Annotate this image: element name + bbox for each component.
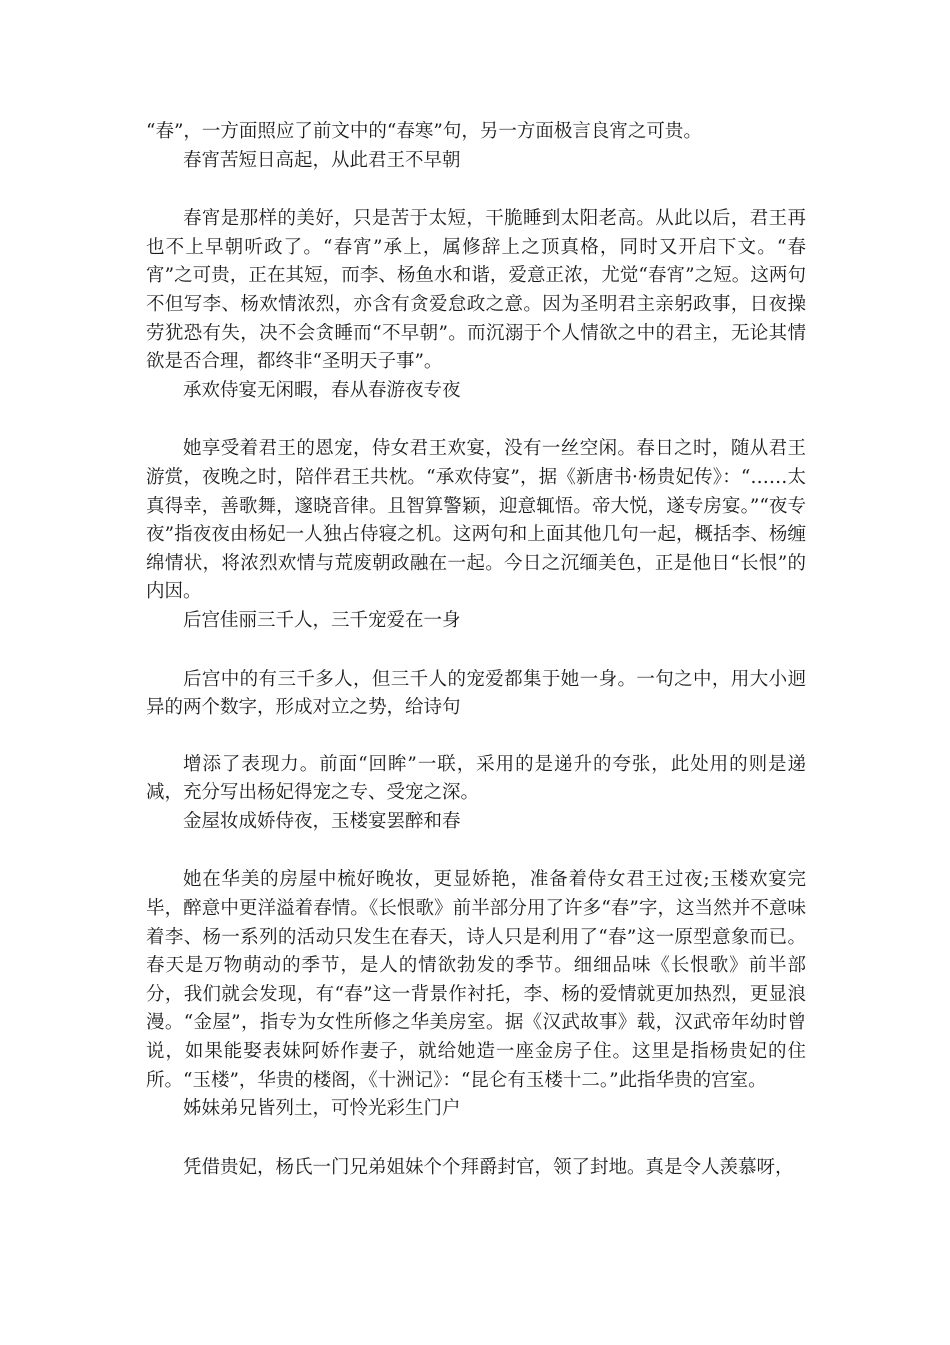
document-page: [146, 118, 806, 1182]
paragraph-gap: [146, 723, 806, 751]
paragraph-gap: [146, 836, 806, 866]
paragraph: 春宵是那样的美好，只是苦于太短，干脆睡到太阳老高。从此以后，君王再也不上早朝听政了。“春宵”承上，属修辞上之顶真格，同时又开启下文。“春宵”之可贵，正在其短，而李、杨鱼水和谐，爱意正浓，尤觉“春宵”之短。这两句不但写李、杨欢情浓烈，亦含有贪爱怠政之意。因为圣明君主亲躬政事，日夜操劳犹恐有失，决不会贪睡而“不早朝”。而沉溺于个人情欲之中的君主，无论其情欲是否合理，都终非“圣明天子事”。: [146, 208, 806, 373]
paragraph: 凭借贵妃，杨氏一门兄弟姐妹个个拜爵封官，领了封地。真是令人羡慕呀，: [183, 1156, 794, 1178]
paragraph: 增添了表现力。前面“回眸”一联，采用的是递升的夸张，此处用的则是递减，充分写出杨妃得宠之专、受宠之深。: [146, 753, 806, 804]
paragraph: 她享受着君王的恩宠，侍女君王欢宴，没有一丝空闲。春日之时，随从君王游赏，夜晚之时，陪伴君王共枕。“承欢侍宴”，据《新唐书·杨贵妃传》：“……太真得幸，善歌舞，邃晓音律。且智算警颖，迎意辄悟。帝大悦，遂专房宴。”“夜专夜”指夜夜由杨妃一人独占侍寝之机。这两句和上面其他几句一起，概括李、杨缠绵情状，将浓烈欢情与荒废朝政融在一起。今日之沉缅美色，正是他日“长恨”的内因。: [146, 438, 806, 603]
poem-line: 姊妹弟兄皆列土，可怜光彩生门户: [183, 1098, 461, 1120]
poem-line: 承欢侍宴无闲暇，春从春游夜专夜: [183, 379, 461, 401]
poem-line: 金屋妆成娇侍夜，玉楼宴罢醉和春: [183, 810, 461, 832]
poem-line: 春宵苦短日高起，从此君王不早朝: [183, 149, 461, 171]
paragraph-gap: [146, 175, 806, 205]
paragraph: “春”，一方面照应了前文中的“春寒”句，另一方面极言良宵之可贵。: [146, 121, 702, 142]
paragraph-gap: [146, 636, 806, 666]
paragraph: 她在华美的房屋中梳好晚妆，更显娇艳，准备着侍女君王过夜;玉楼欢宴完毕，醉意中更洋溢着春情。《长恨歌》前半部分用了许多“春”字，这当然并不意味着李、杨一系列的活动只发生在春天，诗人只是利用了“春”这一原型意象而已。春天是万物萌动的季节，是人的情欲勃发的季节。细细品味《长恨歌》前半部分，我们就会发现，有“春”这一背景作衬托，李、杨的爱情就更加热烈，更显浪漫。“金屋”，指专为女性所修之华美房室。据《汉武故事》载，汉武帝年幼时曾说，如果能娶表妹阿娇作妻子，就给她造一座金房子住。这里是指杨贵妃的住所。“玉楼”，华贵的楼阁，《十洲记》：“昆仑有玉楼十二。”此指华贵的宫室。: [146, 869, 806, 1091]
poem-line: 后宫佳丽三千人，三千宠爱在一身: [183, 609, 461, 631]
paragraph: 后宫中的有三千多人，但三千人的宠爱都集于她一身。一句之中，用大小迥异的两个数字，形成对立之势，给诗句: [146, 668, 806, 719]
paragraph-gap: [146, 405, 806, 435]
paragraph-gap: [146, 1124, 806, 1154]
